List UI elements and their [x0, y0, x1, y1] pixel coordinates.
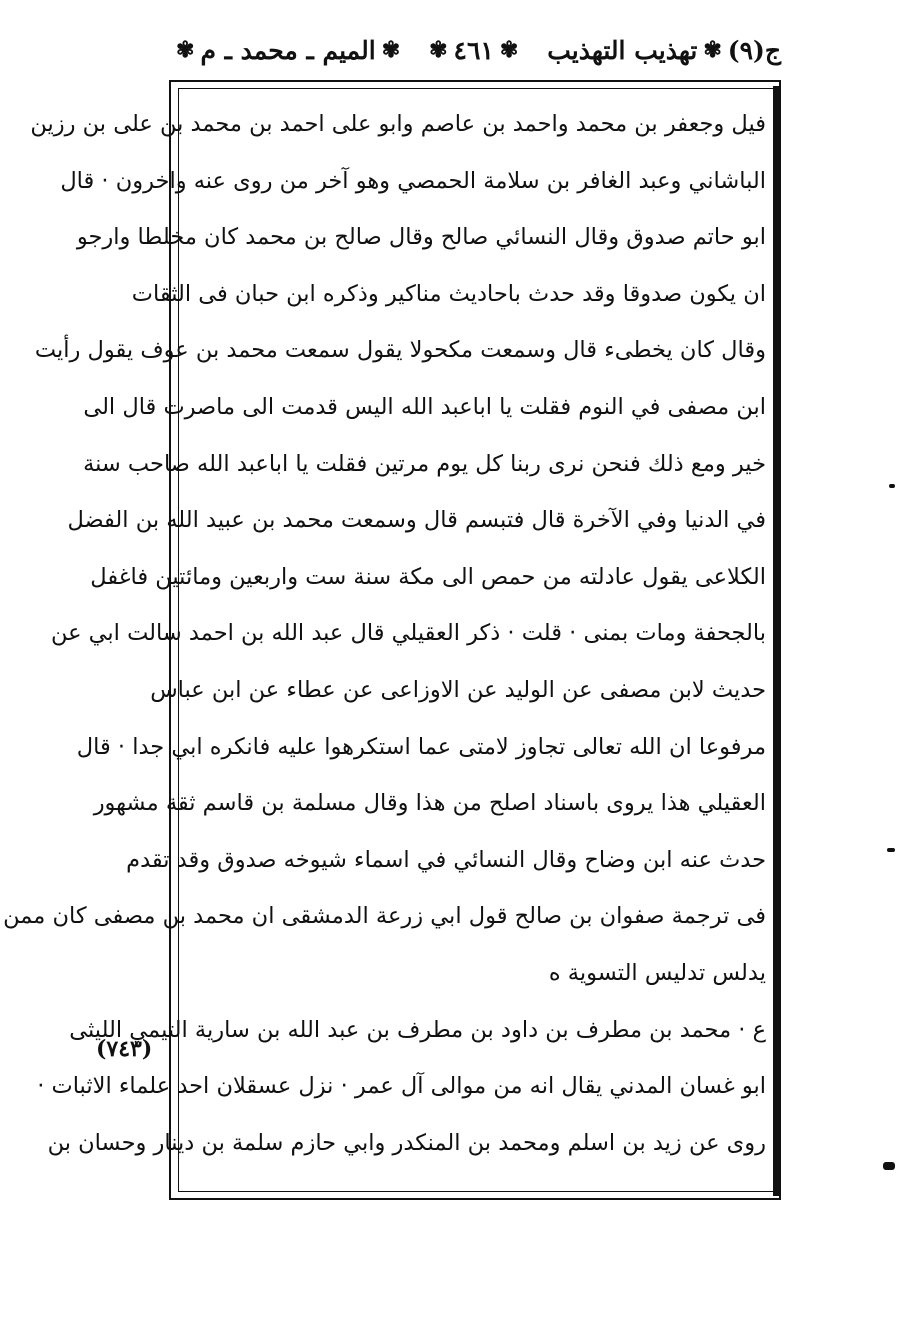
text-line-end-of-entry: يدلس تدليس التسوية ه [548, 959, 766, 986]
text-line: بالجحفة ومات بمنى · قلت · ذكر العقيلي قال عبد الله بن احمد سالت ابي عن [50, 620, 766, 647]
page-number: ٤٦١ [453, 35, 494, 65]
flower-ornament-icon: ✾ [381, 37, 401, 63]
text-line: ابو غسان المدني يقال انه من موالى آل عمر · نزل عسقلان احد علماء الاثبات · [37, 1073, 766, 1100]
flower-ornament-icon: ✾ [499, 37, 519, 63]
text-line: في الدنيا وفي الآخرة قال فتبسم قال وسمعت محمد بن عبيد الله بن الفضل [67, 507, 766, 534]
flower-ornament-icon: ✾ [176, 37, 195, 63]
flower-ornament-icon: ✾ [703, 37, 722, 63]
header-section-group [176, 36, 400, 65]
text-line: فيل وجعفر بن محمد واحمد بن عاصم وابو على احمد بن محمد بن على بن رزين [30, 111, 766, 137]
text-line: ابن مصفى في النوم فقلت يا اباعبد الله اليس قدمت الى ماصرت قال الى [83, 393, 766, 420]
header-page-group [429, 36, 518, 65]
text-line: روى عن زيد بن اسلم ومحمد بن المنكدر وابي حازم سلمة بن دينار وحسان بن [47, 1129, 766, 1156]
entry-heading-line: ع · محمد بن مطرف بن داود بن مطرف بن عبد الله بن سارية التيمي الليثى [69, 1016, 766, 1043]
volume-label: ج(٩) [727, 35, 781, 65]
text-line: العقيلي هذا يروى باسناد اصلح من هذا وقال مسلمة بن قاسم ثقة مشهور [93, 790, 766, 817]
flower-ornament-icon: ✾ [429, 37, 448, 63]
section-title: الميم ـ محمد ـ م [200, 35, 376, 65]
margin-mark [887, 848, 895, 852]
book-title: تهذيب التهذيب [547, 35, 698, 65]
page-border-shadow [773, 86, 779, 1196]
text-line: الكلاعى يقول عادلته من حمص الى مكة سنة ست واربعين ومائتين فاغفل [90, 563, 766, 590]
page-header [176, 22, 781, 78]
text-line: فى ترجمة صفوان بن صالح قول ابي زرعة الدمشقى ان محمد بن مصفى كان ممن [3, 903, 766, 930]
text-line: مرفوعا ان الله تعالى تجاوز لامتى عما استكرهوا عليه فانكره ابي جدا · قال [76, 733, 766, 760]
text-line: حدث عنه ابن وضاح وقال النسائي في اسماء شيوخه صدوق وقد تقدم [126, 846, 766, 873]
margin-mark [889, 484, 895, 488]
text-line: ان يكون صدوقا وقد حدث باحاديث مناكير وذكره ابن حبان فى الثقات [131, 280, 766, 307]
margin-mark [883, 1162, 895, 1170]
text-line: حديث لابن مصفى عن الوليد عن الاوزاعى عن عطاء عن ابن عباس [150, 676, 766, 703]
entry-number: (٧٤٣) [96, 1036, 153, 1062]
text-line: خير ومع ذلك فنحن نرى ربنا كل يوم مرتين فقلت يا اباعبد الله صاحب سنة [83, 450, 766, 477]
text-line: الباشاني وعبد الغافر بن سلامة الحمصي وهو آخر من روى عنه واخرون · قال [60, 167, 766, 194]
header-volume-group [547, 36, 781, 65]
text-line: وقال كان يخطىء قال وسمعت مكحولا يقول سمعت محمد بن عوف يقول رأيت [34, 337, 766, 364]
text-line: ابو حاتم صدوق وقال النسائي صالح وقال صالح بن محمد كان مخلطا وارجو [76, 224, 766, 251]
